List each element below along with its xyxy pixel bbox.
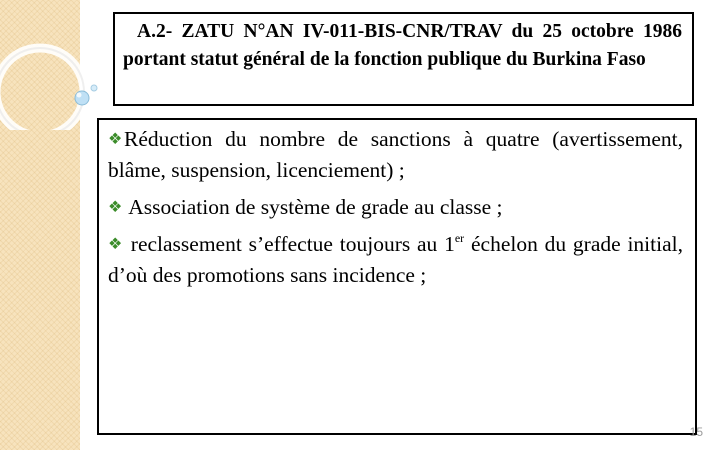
bullet-superscript: er	[454, 231, 465, 245]
bullet-text: Association de système de grade au classe ;	[124, 195, 503, 219]
diamond-bullet-icon: ❖	[108, 131, 123, 148]
slide-content-box	[97, 118, 697, 435]
bullet-item-sanctions	[108, 124, 683, 186]
bullet-text-before: reclassement s’effectue toujours au 1	[124, 232, 455, 256]
bullet-item-grade-system	[108, 192, 683, 223]
slide-title-box	[113, 12, 694, 106]
page-number: 15	[689, 425, 703, 439]
diamond-bullet-icon: ❖	[108, 236, 123, 253]
decorative-circles-icon	[0, 0, 110, 130]
bullet-item-reclassement	[108, 229, 683, 291]
diamond-bullet-icon: ❖	[108, 199, 123, 216]
bullet-text-after: échelon du grade initial, d’où des promotions sans incidence ;	[108, 232, 683, 287]
bullet-text: Réduction du nombre de sanctions à quatre (avertissement, blâme, suspension, licenciement) ;	[108, 127, 683, 182]
slide-title: A.2- ZATU N°AN IV-011-BIS-CNR/TRAV du 25 octobre 1986 portant statut général de la fonction publique du Burkina Faso	[123, 21, 682, 70]
